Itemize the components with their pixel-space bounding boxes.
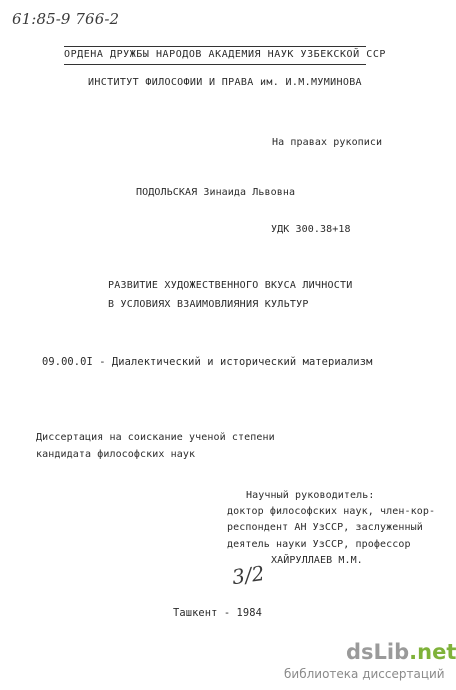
- dslib-logo-tld: .net: [409, 640, 456, 664]
- title-line-1: РАЗВИТИЕ ХУДОЖЕСТВЕННОГО ВКУСА ЛИЧНОСТИ: [108, 280, 353, 291]
- header-academy: ОРДЕНА ДРУЖБЫ НАРОДОВ АКАДЕМИЯ НАУК УЗБЕКСКОЙ ССР: [64, 49, 386, 60]
- archive-code: 61:85-9 766-2: [12, 10, 120, 28]
- supervisor-label: Научный руководитель:: [246, 490, 375, 501]
- udc-code: УДК 300.38+18: [271, 224, 351, 235]
- header-bottom-rule: [64, 64, 366, 65]
- author-name: ПОДОЛЬСКАЯ Зинаида Львовна: [136, 187, 296, 198]
- supervisor-name: ХАЙРУЛЛАЕВ М.М.: [271, 555, 363, 566]
- header-institute: ИНСТИТУТ ФИЛОСОФИИ И ПРАВА им. И.М.МУМИНОВА: [88, 77, 362, 88]
- manuscript-note: На правах рукописи: [272, 137, 383, 148]
- specialty-code: 09.00.0I - Диалектический и исторический материализм: [42, 356, 373, 368]
- degree-line-1: Диссертация на соискание ученой степени: [36, 432, 275, 443]
- supervisor-line-2: доктор философских наук, член-кор-: [227, 506, 436, 517]
- supervisor-line-4: деятель науки УзССР, профессор: [227, 539, 411, 550]
- degree-line-2: кандидата философских наук: [36, 449, 196, 460]
- supervisor-line-3: респондент АН УзССР, заслуженный: [227, 522, 423, 533]
- header-top-rule: [64, 46, 366, 47]
- dslib-logo: [346, 640, 456, 664]
- dslib-subtitle: библиотека диссертаций: [284, 667, 445, 681]
- handwritten-mark: 3/2: [230, 560, 267, 590]
- title-line-2: В УСЛОВИЯХ ВЗАИМОВЛИЯНИЯ КУЛЬТУР: [108, 299, 309, 310]
- dslib-logo-main: dsLib: [346, 640, 410, 664]
- place-and-year: Ташкент - 1984: [173, 607, 262, 619]
